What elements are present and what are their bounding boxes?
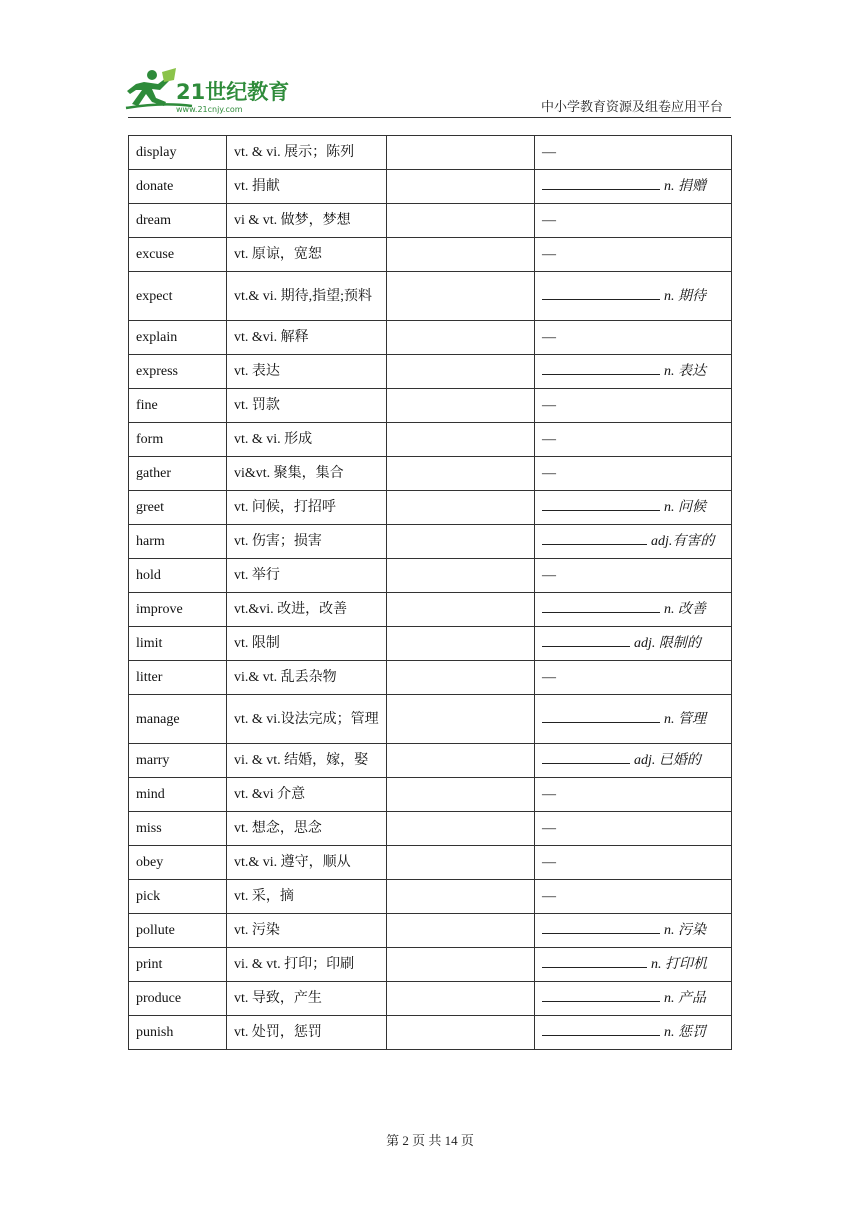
table-row [129, 457, 732, 491]
empty-cell [387, 170, 535, 204]
form-label: n. 期待 [664, 288, 706, 304]
word-cell: expect [129, 272, 227, 321]
derived-form-cell [535, 170, 732, 204]
empty-cell [387, 812, 535, 846]
word-cell: miss [129, 812, 227, 846]
header-divider [128, 117, 731, 118]
dash: — [542, 466, 556, 481]
table-row [129, 812, 732, 846]
dash: — [542, 247, 556, 262]
form-label: n. 污染 [664, 923, 706, 938]
form-label: n. 产品 [664, 991, 706, 1006]
table-row [129, 982, 732, 1016]
word-cell: print [129, 948, 227, 982]
derived-form-cell [535, 661, 732, 695]
table-row [129, 204, 732, 238]
table-row [129, 778, 732, 812]
derived-form-cell [535, 778, 732, 812]
derived-form-cell [535, 272, 732, 321]
word-cell: pick [129, 880, 227, 914]
word-cell: mind [129, 778, 227, 812]
word-cell: obey [129, 846, 227, 880]
fill-blank[interactable] [542, 596, 660, 613]
derived-form-cell [535, 136, 732, 170]
fill-blank[interactable] [542, 283, 660, 300]
platform-name: 中小学教育资源及组卷应用平台 [540, 100, 723, 115]
empty-cell [387, 238, 535, 272]
table-row [129, 525, 732, 559]
word-cell: improve [129, 593, 227, 627]
meaning-cell: vt. & vi. 展示；陈列 [227, 136, 387, 170]
form-label: n. 管理 [664, 711, 706, 727]
empty-cell [387, 457, 535, 491]
meaning-cell: vt. 污染 [227, 914, 387, 948]
empty-cell [387, 559, 535, 593]
table-row [129, 136, 732, 170]
meaning-cell: vt. &vi 介意 [227, 778, 387, 812]
dash: — [542, 330, 556, 345]
meaning-cell: vt. 处罚，惩罚 [227, 1016, 387, 1050]
meaning-cell: vt. &vi. 解释 [227, 321, 387, 355]
word-cell: harm [129, 525, 227, 559]
derived-form-cell [535, 593, 732, 627]
dash: — [542, 213, 556, 228]
table-row [129, 170, 732, 204]
21cnjy-logo [122, 66, 292, 118]
form-label: n. 问候 [664, 500, 706, 515]
meaning-cell: vt. 捐献 [227, 170, 387, 204]
table-row [129, 744, 732, 778]
meaning-cell: vt. & vi.设法完成；管理 [227, 695, 387, 744]
empty-cell [387, 914, 535, 948]
derived-form-cell [535, 204, 732, 238]
derived-form-cell [535, 914, 732, 948]
meaning-cell: vt. 表达 [227, 355, 387, 389]
dash: — [542, 398, 556, 413]
form-label: n. 惩罚 [664, 1025, 706, 1040]
empty-cell [387, 272, 535, 321]
empty-cell [387, 982, 535, 1016]
derived-form-cell [535, 389, 732, 423]
table-row [129, 491, 732, 525]
table-row [129, 238, 732, 272]
empty-cell [387, 880, 535, 914]
derived-form-cell [535, 744, 732, 778]
meaning-cell: vt. 原谅，宽恕 [227, 238, 387, 272]
derived-form-cell [535, 948, 732, 982]
derived-form-cell [535, 525, 732, 559]
dash: — [542, 821, 556, 836]
fill-blank[interactable] [542, 630, 630, 647]
derived-form-cell [535, 457, 732, 491]
fill-blank[interactable] [542, 528, 647, 545]
table-row [129, 423, 732, 457]
word-cell: limit [129, 627, 227, 661]
table-row [129, 593, 732, 627]
derived-form-cell [535, 812, 732, 846]
meaning-cell: vi. & vt. 结婚，嫁，娶 [227, 744, 387, 778]
word-cell: manage [129, 695, 227, 744]
form-label: adj. 限制的 [634, 636, 701, 651]
form-label: n. 改善 [664, 602, 706, 617]
fill-blank[interactable] [542, 985, 660, 1002]
dash: — [542, 787, 556, 802]
word-cell: produce [129, 982, 227, 1016]
meaning-cell: vt. & vi. 形成 [227, 423, 387, 457]
meaning-cell: vi&vt. 聚集，集合 [227, 457, 387, 491]
meaning-cell: vt.&vi. 改进，改善 [227, 593, 387, 627]
derived-form-cell [535, 423, 732, 457]
empty-cell [387, 846, 535, 880]
word-cell: express [129, 355, 227, 389]
form-label: adj. 已婚的 [634, 753, 701, 768]
dash: — [542, 855, 556, 870]
svg-text:21世纪教育: 21世纪教育 [176, 80, 290, 104]
empty-cell [387, 627, 535, 661]
empty-cell [387, 389, 535, 423]
derived-form-cell [535, 695, 732, 744]
derived-form-cell [535, 559, 732, 593]
word-cell: punish [129, 1016, 227, 1050]
word-cell: hold [129, 559, 227, 593]
derived-form-cell [535, 627, 732, 661]
form-label: adj.有害的 [651, 534, 715, 549]
derived-form-cell [535, 238, 732, 272]
meaning-cell: vi.& vt. 乱丢杂物 [227, 661, 387, 695]
form-label: n. 表达 [664, 364, 706, 379]
empty-cell [387, 423, 535, 457]
fill-blank[interactable] [542, 173, 660, 190]
meaning-cell: vt.& vi. 期待,指望;预料 [227, 272, 387, 321]
meaning-cell: vi & vt. 做梦，梦想 [227, 204, 387, 238]
form-label: n. 捐赠 [664, 179, 706, 194]
word-cell: explain [129, 321, 227, 355]
table-row [129, 355, 732, 389]
svg-text:www.21cnjy.com: www.21cnjy.com [176, 105, 243, 114]
empty-cell [387, 1016, 535, 1050]
meaning-cell: vt. 举行 [227, 559, 387, 593]
meaning-cell: vt. 伤害；损害 [227, 525, 387, 559]
fill-blank[interactable] [542, 358, 660, 375]
page-number: 第 2 页 共 14 页 [386, 1133, 474, 1148]
dash: — [542, 889, 556, 904]
table-row [129, 695, 732, 744]
empty-cell [387, 744, 535, 778]
table-row [129, 389, 732, 423]
meaning-cell: vt. 限制 [227, 627, 387, 661]
word-cell: marry [129, 744, 227, 778]
word-cell: donate [129, 170, 227, 204]
fill-blank[interactable] [542, 917, 660, 934]
dash: — [542, 145, 556, 160]
derived-form-cell [535, 880, 732, 914]
fill-blank[interactable] [542, 706, 660, 723]
table-row [129, 321, 732, 355]
empty-cell [387, 491, 535, 525]
empty-cell [387, 525, 535, 559]
fill-blank[interactable] [542, 747, 630, 764]
word-cell: litter [129, 661, 227, 695]
word-cell: pollute [129, 914, 227, 948]
dash: — [542, 568, 556, 583]
derived-form-cell [535, 321, 732, 355]
meaning-cell: vt. 导致，产生 [227, 982, 387, 1016]
fill-blank[interactable] [542, 1019, 660, 1036]
meaning-cell: vt. 采，摘 [227, 880, 387, 914]
derived-form-cell [535, 355, 732, 389]
word-cell: excuse [129, 238, 227, 272]
dash: — [542, 670, 556, 685]
empty-cell [387, 948, 535, 982]
vocabulary-table [128, 135, 732, 1050]
word-cell: greet [129, 491, 227, 525]
table-row [129, 880, 732, 914]
meaning-cell: vt. 想念，思念 [227, 812, 387, 846]
table-row [129, 1016, 732, 1050]
fill-blank[interactable] [542, 494, 660, 511]
empty-cell [387, 593, 535, 627]
table-row [129, 914, 732, 948]
table-row [129, 661, 732, 695]
table-row [129, 272, 732, 321]
form-label: n. 打印机 [651, 957, 707, 972]
word-cell: form [129, 423, 227, 457]
page-header [0, 0, 860, 130]
empty-cell [387, 778, 535, 812]
table-row [129, 948, 732, 982]
meaning-cell: vt.& vi. 遵守，顺从 [227, 846, 387, 880]
empty-cell [387, 136, 535, 170]
derived-form-cell [535, 982, 732, 1016]
derived-form-cell [535, 1016, 732, 1050]
table-row [129, 627, 732, 661]
dash: — [542, 432, 556, 447]
meaning-cell: vi. & vt. 打印；印刷 [227, 948, 387, 982]
empty-cell [387, 321, 535, 355]
table-row [129, 846, 732, 880]
meaning-cell: vt. 问候，打招呼 [227, 491, 387, 525]
derived-form-cell [535, 846, 732, 880]
word-cell: fine [129, 389, 227, 423]
table-row [129, 559, 732, 593]
word-cell: display [129, 136, 227, 170]
empty-cell [387, 204, 535, 238]
fill-blank[interactable] [542, 951, 647, 968]
empty-cell [387, 661, 535, 695]
empty-cell [387, 355, 535, 389]
word-cell: dream [129, 204, 227, 238]
empty-cell [387, 695, 535, 744]
meaning-cell: vt. 罚款 [227, 389, 387, 423]
word-cell: gather [129, 457, 227, 491]
derived-form-cell [535, 491, 732, 525]
